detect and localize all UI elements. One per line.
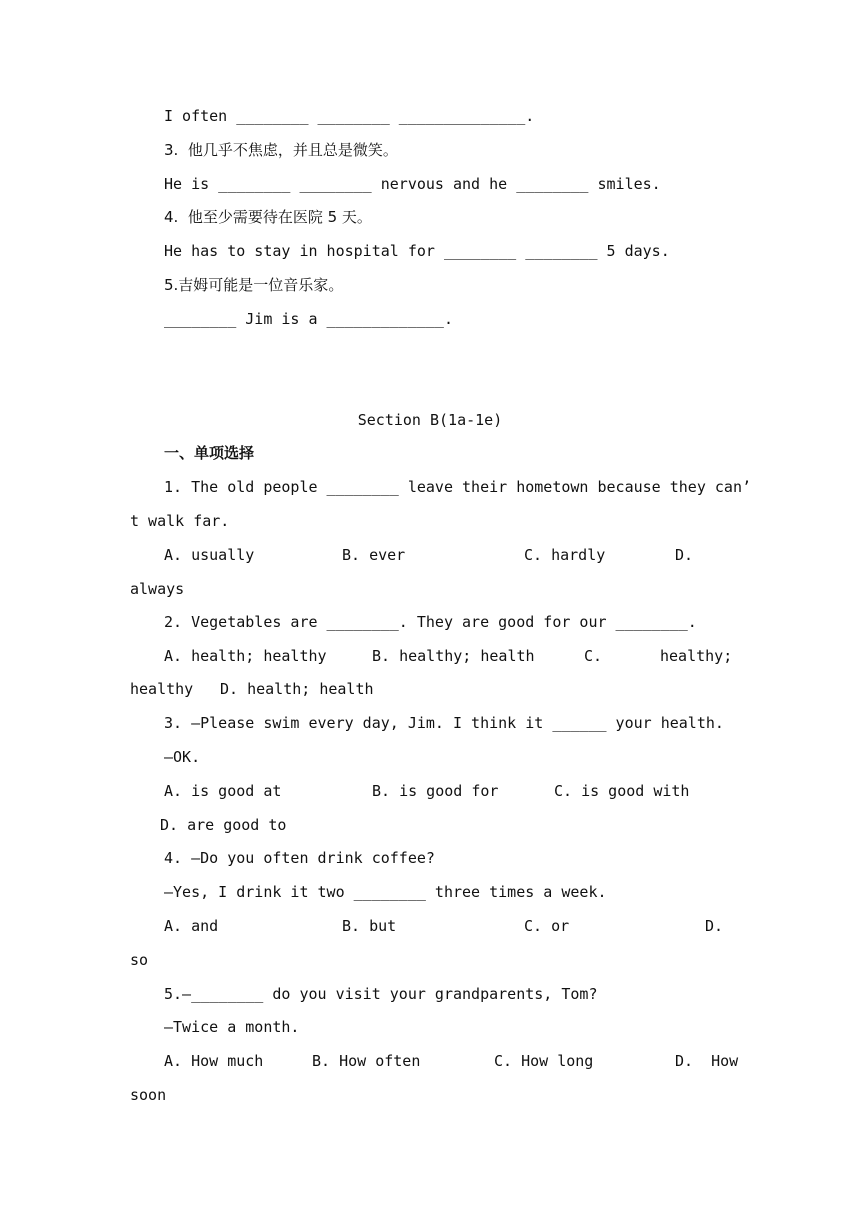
fill-blank-line: ________ Jim is a _____________. [164, 310, 453, 328]
option-d-text: soon [130, 1086, 167, 1104]
option-c: C. is good with [554, 782, 690, 800]
question-chinese: 5.吉姆可能是一位音乐家。 [164, 276, 344, 294]
option-a: A. How much [164, 1052, 264, 1070]
fill-blank-line: He has to stay in hospital for ________ ________ 5 days. [164, 242, 670, 260]
option-c: C. [584, 647, 603, 665]
answer-line: —Twice a month. [164, 1018, 300, 1036]
option-b: B. healthy; health [372, 647, 535, 665]
question-text: t walk far. [130, 512, 230, 530]
option-a: A. usually [164, 546, 255, 564]
option-d: D. [705, 917, 724, 935]
option-d: D. health; health [220, 680, 374, 698]
question-text: 5.—________ do you visit your grandparents, Tom? [164, 985, 598, 1003]
section-title: Section B(1a-1e) [357, 411, 503, 429]
option-b: B. but [342, 917, 397, 935]
answer-line: —Yes, I drink it two ________ three times a week. [164, 883, 607, 901]
option-c: C. How long [494, 1052, 594, 1070]
option-d: D. are good to [160, 816, 287, 834]
option-d: D. [675, 546, 694, 564]
fill-blank-line: I often ________ ________ ______________. [164, 107, 535, 125]
part-heading: 一、单项选择 [164, 444, 255, 462]
question-text: 1. The old people ________ leave their hometown because they can’ [164, 478, 751, 496]
option-a: A. and [164, 917, 219, 935]
question-chinese: 4. 他至少需要待在医院 5 天。 [164, 208, 372, 226]
option-c: C. hardly [524, 546, 606, 564]
question-text: 3. —Please swim every day, Jim. I think it ______ your health. [164, 714, 724, 732]
option-c-text: healthy; [660, 647, 733, 665]
question-text: 4. —Do you often drink coffee? [164, 849, 435, 867]
option-c-text: healthy [130, 680, 194, 698]
question-chinese: 3. 他几乎不焦虑，并且总是微笑。 [164, 141, 398, 159]
option-d: D. How [675, 1052, 739, 1070]
option-c: C. or [524, 917, 570, 935]
answer-line: —OK. [164, 748, 201, 766]
option-d-text: so [130, 951, 149, 969]
option-b: B. is good for [372, 782, 499, 800]
option-a: A. is good at [164, 782, 282, 800]
fill-blank-line: He is ________ ________ nervous and he ________ smiles. [164, 175, 661, 193]
option-a: A. health; healthy [164, 647, 327, 665]
option-b: B. ever [342, 546, 406, 564]
option-d-text: always [130, 580, 185, 598]
option-b: B. How often [312, 1052, 421, 1070]
question-text: 2. Vegetables are ________. They are good for our ________. [164, 613, 697, 631]
